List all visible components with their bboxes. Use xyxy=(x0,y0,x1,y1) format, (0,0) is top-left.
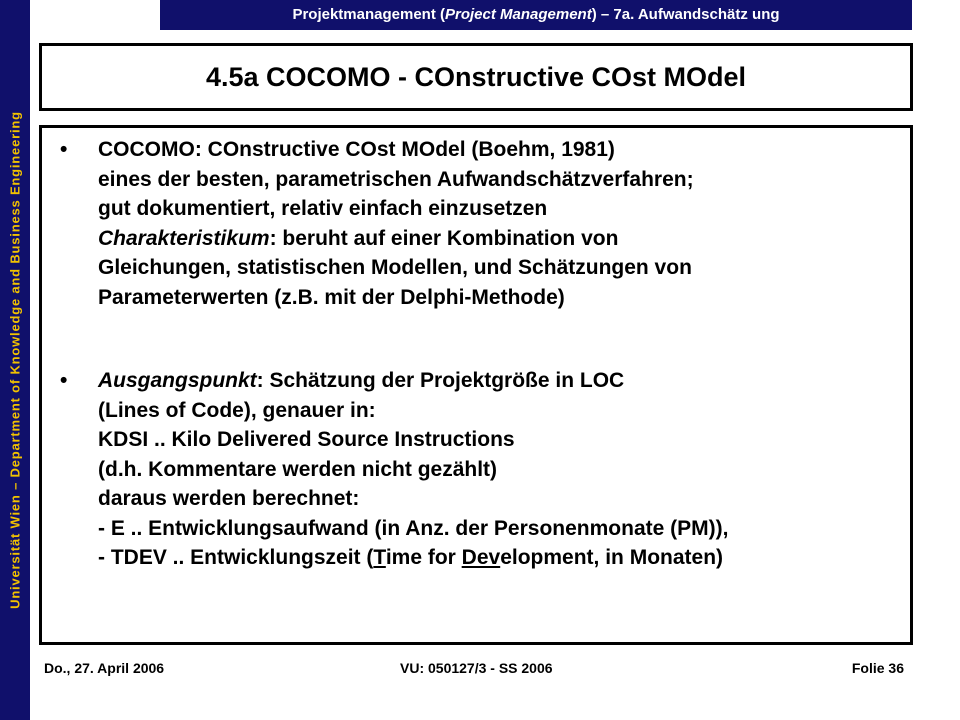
bullet2-line7-c: ime for xyxy=(385,546,462,569)
bullet2-line7-underlined-dev: Dev xyxy=(461,546,501,569)
bullet1-line6: Parameterwerten (z.B. mit der Delphi-Methode) xyxy=(98,285,565,309)
bullet2-line1 xyxy=(98,366,900,396)
bullet-ausgangspunkt xyxy=(60,366,900,573)
slide-title: 4.5a COCOMO - COnstructive COst MOdel xyxy=(205,61,747,92)
bullet2-line4: (d.h. Kommentare werden nicht gezählt) xyxy=(98,457,498,481)
footer-course: VU: 050127/3 - SS 2006 xyxy=(400,660,553,676)
bullet1-line1: COCOMO: COnstructive COst MOdel (Boehm, 1981) xyxy=(98,138,615,161)
header-bar xyxy=(160,0,912,30)
bullet-marker: • xyxy=(60,369,68,392)
bullet1-line5: Gleichungen, statistischen Modellen, und Schätzungen von xyxy=(98,256,692,279)
bullet2-line7 xyxy=(98,543,900,573)
bullet1-line4-rest: : beruht auf einer Kombination von xyxy=(269,226,619,250)
sidebar-band xyxy=(0,0,30,720)
header-suffix: ) – 7a. Aufwandschätz ung xyxy=(591,6,780,23)
slide-title-box xyxy=(39,43,913,111)
bullet2-line7-a: - TDEV .. Entwicklungszeit ( xyxy=(98,546,374,569)
header-italic: Project Management xyxy=(445,6,592,23)
footer-slide-number: Folie 36 xyxy=(851,660,904,676)
bullet2-line1-rest: : Schätzung der Projektgröße in LOC xyxy=(256,369,625,392)
bullet1-line2: eines der besten, parametrischen Aufwandschätzverfahren; xyxy=(98,167,694,191)
bullet1-line4-italic: Charakteristikum xyxy=(98,226,270,250)
bullet-cocomo xyxy=(60,135,900,312)
bullet2-line1-italic: Ausgangspunkt xyxy=(98,369,257,392)
bullet-marker: • xyxy=(60,138,68,161)
footer-date: Do., 27. April 2006 xyxy=(44,660,165,676)
bullet2-line5: daraus werden berechnet: xyxy=(98,487,360,510)
header-prefix: Projektmanagement ( xyxy=(292,6,445,23)
bullet2-line6: - E .. Entwicklungsaufwand (in Anz. der Personenmonate (PM)), xyxy=(98,516,729,540)
bullet2-line3: KDSI .. Kilo Delivered Source Instructions xyxy=(98,428,515,451)
bullet2-line2: (Lines of Code), genauer in: xyxy=(98,398,376,422)
bullet2-line7-e: elopment, in Monaten) xyxy=(500,546,724,569)
bullet1-line3: gut dokumentiert, relativ einfach einzusetzen xyxy=(98,197,548,220)
content-box xyxy=(39,125,913,645)
bullet2-line7-underlined-t: T xyxy=(373,546,386,569)
sidebar-text: Universität Wien – Department of Knowledge and Business Engineering xyxy=(7,111,23,609)
bullet1-line4 xyxy=(98,224,900,254)
